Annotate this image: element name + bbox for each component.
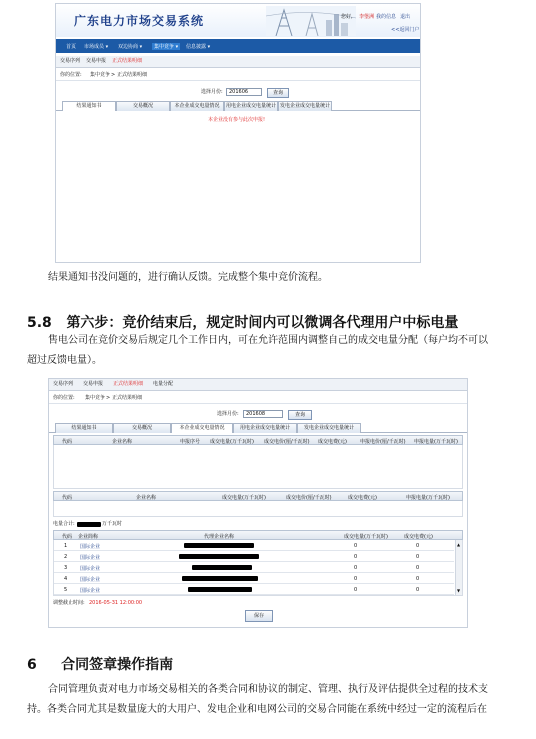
total-unit: 万千瓦时: [102, 521, 123, 527]
scroll-down-icon[interactable]: ▼: [457, 588, 461, 593]
table-row: 2 国际企业 0 0: [54, 551, 454, 562]
redacted-company: [184, 543, 254, 548]
table-row: 3 国际企业 0 0: [54, 562, 454, 573]
no-participation-notice: 本企业没有参与此次申报!: [208, 117, 266, 123]
tab-declare[interactable]: 交易申报: [86, 58, 107, 64]
tab-own-volume[interactable]: 本企业成交电量情况: [170, 101, 224, 111]
heading-5-8: 5.8 第六步：竞价结束后，规定时间内可以微调各代理用户中标电量: [27, 315, 459, 331]
breadcrumb: 你的位置: 集中竞争 > 正式结果明细: [56, 70, 420, 81]
month-label: 选择月份:: [217, 411, 239, 417]
result-subtabs: [49, 422, 467, 433]
para-adjust-line1: 售电公司在竞价交易后规定几个工作日内，可在允许范围内调整自己的成交电量分配（每户均不可以: [48, 335, 488, 346]
adjust-deadline-label: 调整截止时间:: [53, 600, 85, 606]
redacted-company: [188, 587, 252, 592]
sequence-tabs: [49, 379, 467, 391]
user-name-link[interactable]: 李堡洲: [359, 14, 375, 20]
para-confirm-feedback: 结果通知书没问题的，进行确认反馈。完成整个集中竞价流程。: [48, 272, 328, 283]
month-select[interactable]: 201608: [243, 410, 283, 418]
tab-final-result[interactable]: 正式结果明细: [113, 381, 144, 387]
nav-centralized[interactable]: 集中竞争 ▾: [154, 44, 179, 50]
redacted-company: [182, 576, 258, 581]
para-contract-line2: 持。各类合同尤其是数量庞大的大用户、发电企业和电网公司的交易合同能在系统中经过一定的流程后在: [27, 704, 487, 715]
tab-final-result[interactable]: 正式结果明细: [112, 58, 143, 64]
nav-home[interactable]: 首页: [66, 44, 77, 50]
tab-consumer-stats[interactable]: 用电企业成交电量统计: [225, 103, 276, 109]
nav-bilateral[interactable]: 双边协商 ▾: [118, 44, 143, 50]
table-header-summary: 代码 企业名称 成交电量(万千瓦时) 成交电价(厘/千瓦时) 成交电费(元) 申报电量(万千瓦时): [53, 491, 463, 501]
tab-sequence[interactable]: 交易序列: [60, 58, 81, 64]
tab-sequence[interactable]: 交易序列: [53, 381, 74, 387]
nav-members[interactable]: 市场成员 ▾: [84, 44, 109, 50]
breadcrumb: 你的位置: 集中竞争 > 正式结果明细: [49, 393, 467, 404]
tab-trade-overview[interactable]: 交易概况: [116, 101, 170, 111]
para-adjust-line2: 超过反馈电量）。: [27, 355, 102, 366]
total-label: 电量合计:: [53, 521, 75, 527]
logout-link[interactable]: 退出: [400, 14, 411, 20]
tab-declare[interactable]: 交易申报: [83, 381, 104, 387]
tab-consumer-stats[interactable]: 用电企业成交电量统计: [233, 423, 297, 433]
tab-volume-allocation[interactable]: 电量分配: [153, 381, 174, 387]
tab-trade-overview[interactable]: 交易概况: [113, 423, 171, 433]
tab-result-notice[interactable]: 结果通知书: [55, 423, 113, 433]
result-subtabs: [56, 100, 420, 111]
return-portal-link[interactable]: <<返回门户: [391, 27, 420, 33]
power-tower-banner-icon: [266, 6, 356, 36]
greeting-text: 您好,: [341, 14, 353, 20]
redacted-total: [77, 522, 101, 527]
query-button[interactable]: 查询: [288, 410, 312, 420]
redacted-company: [179, 554, 259, 559]
adjust-deadline-value: 2016-05-31 12:00:00: [89, 600, 143, 606]
table-body-summary-empty: [53, 501, 463, 517]
tab-generator-stats[interactable]: 发电企业成交电量统计: [279, 103, 330, 109]
tab-result-notice[interactable]: 结果通知书: [62, 101, 116, 111]
table-body-declare-empty: [53, 445, 463, 489]
scroll-up-icon[interactable]: ▲: [457, 542, 461, 547]
redacted-company: [192, 565, 252, 570]
tab-own-volume[interactable]: 本企业成交电量情况: [171, 423, 233, 433]
table-row: 5 国际企业 0 0: [54, 584, 454, 595]
para-contract-line1: 合同管理负责对电力市场交易相关的各类合同和协议的制定、管理、执行及评估提供全过程的技术支: [48, 684, 488, 695]
table-header-declare: 代码 企业名称 申报序号 成交电量(万千瓦时) 成交电价(厘/千瓦时) 成交电费(元) 申报电价(厘/千瓦时) 申报电量(万千瓦时): [53, 435, 463, 445]
system-logo: 广东电力市场交易系统: [74, 14, 205, 28]
tab-generator-stats[interactable]: 发电企业成交电量统计: [297, 423, 361, 433]
table-body-agent: [53, 540, 463, 596]
month-select[interactable]: 201606: [226, 88, 262, 96]
month-label: 选择月份:: [201, 89, 223, 95]
screenshot-volume-allocation: [48, 378, 468, 628]
my-info-link[interactable]: 我的信息: [376, 14, 397, 20]
save-button[interactable]: 保存: [245, 610, 273, 622]
table-header-agent: 代码 企业简称 代理企业名称 成交电量(万千瓦时) 成交电费(元): [53, 530, 463, 540]
screenshot-trading-result: [55, 3, 421, 263]
table-scrollbar[interactable]: [455, 540, 463, 595]
table-row: 4 国际企业 0 0: [54, 573, 454, 584]
sequence-tabs: [56, 56, 420, 68]
system-header: [56, 4, 420, 37]
query-button[interactable]: 查询: [267, 88, 289, 98]
nav-disclosure[interactable]: 信息披露 ▾: [186, 44, 211, 50]
table-row: 1 国际企业 0 0: [54, 540, 454, 551]
main-nav: [56, 39, 420, 53]
heading-6: 6 合同签章操作指南: [27, 657, 174, 673]
